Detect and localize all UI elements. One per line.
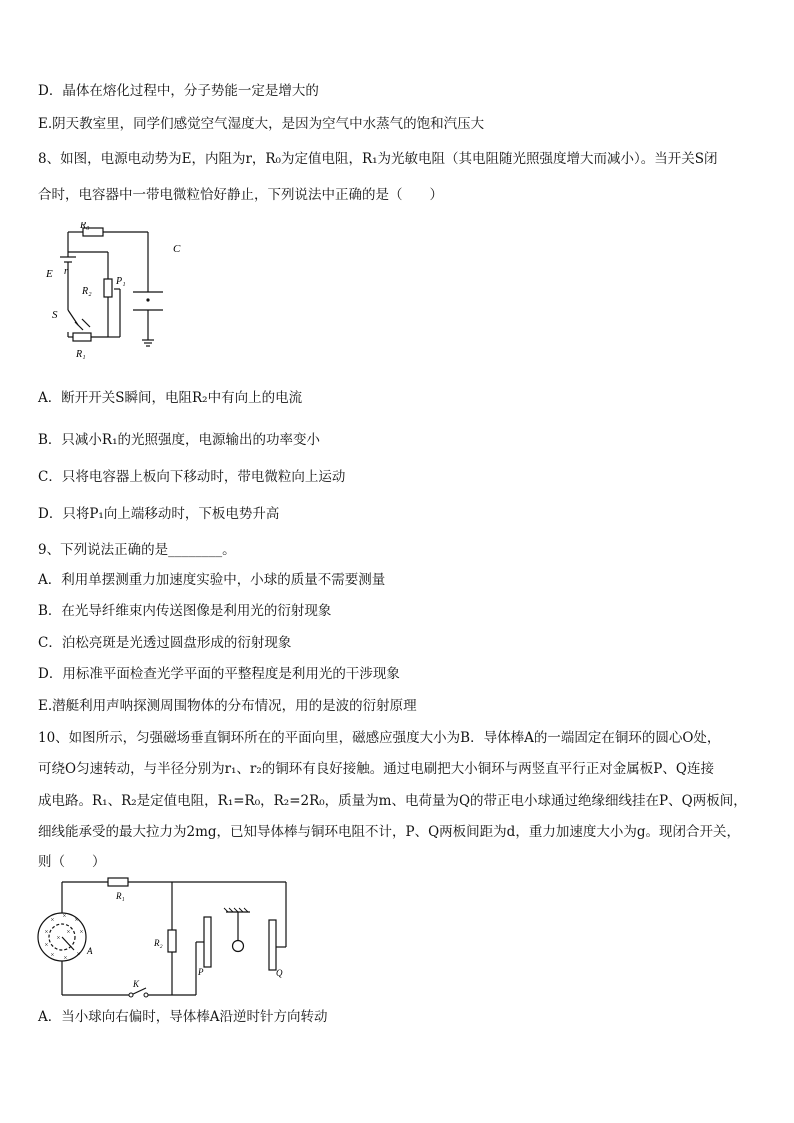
- option-9-a: A．利用单摆测重力加速度实验中，小球的质量不需要测量: [38, 572, 386, 588]
- label-R2: R₂: [82, 286, 92, 297]
- svg-text:×: ×: [66, 928, 71, 936]
- svg-text:×: ×: [50, 951, 55, 959]
- svg-text:×: ×: [44, 941, 49, 949]
- label-r: r: [64, 266, 68, 277]
- option-8-d: D．只将P₁向上端移动时，下板电势升高: [38, 506, 280, 522]
- svg-text:×: ×: [63, 954, 68, 962]
- svg-text:×: ×: [76, 950, 81, 958]
- label-K: K: [133, 979, 140, 989]
- question-10-circuit-diagram: [36, 872, 301, 1002]
- option-9-d: D．用标准平面检查光学平面的平整程度是利用光的干涉现象: [38, 666, 400, 682]
- question-10-stem-3: 成电路。R₁、R₂是定值电阻，R₁=R₀，R₂=2R₀，质量为m、电荷量为Q的带正电小球通过绝缘细线挂在P、Q两板间，: [38, 793, 747, 809]
- svg-text:×: ×: [56, 934, 61, 942]
- label-A: A: [87, 946, 93, 956]
- option-8-prev-d: D．晶体在熔化过程中，分子势能一定是增大的: [38, 83, 319, 99]
- label-R1: R₁: [76, 349, 86, 360]
- option-8-a: A．断开开关S瞬间，电阻R₂中有向上的电流: [38, 390, 303, 406]
- question-8-circuit-diagram: [38, 222, 198, 367]
- option-8-b: B．只减小R₁的光照强度，电源输出的功率变小: [38, 432, 320, 448]
- label-C: C: [173, 243, 181, 255]
- label-S: S: [52, 309, 58, 321]
- label-P1: P₁: [116, 276, 126, 287]
- label-E: E: [46, 268, 53, 280]
- question-9-stem: 9、下列说法正确的是________。: [38, 542, 236, 558]
- svg-text:×: ×: [74, 916, 79, 924]
- question-10-stem-2: 可绕O匀速转动，与半径分别为r₁、r₂的铜环有良好接触。通过电刷把大小铜环与两竖直平行正对金属板P、Q连接: [38, 761, 714, 777]
- option-10-a: A．当小球向右偏时，导体棒A沿逆时针方向转动: [38, 1009, 328, 1025]
- question-8-stem-2: 合时，电容器中一带电微粒恰好静止，下列说法中正确的是（ ）: [38, 187, 443, 203]
- label-R2: R₂: [154, 938, 163, 948]
- label-R0: R₀: [80, 222, 90, 231]
- option-8-prev-e: E.阴天教室里，同学们感觉空气湿度大，是因为空气中水蒸气的饱和汽压大: [38, 116, 485, 132]
- option-9-b: B．在光导纤维束内传送图像是利用光的衍射现象: [38, 603, 332, 619]
- svg-text:×: ×: [79, 928, 84, 936]
- svg-text:×: ×: [44, 928, 49, 936]
- svg-text:×: ×: [50, 916, 55, 924]
- label-P: P: [198, 967, 204, 977]
- question-10-stem-1: 10、如图所示，匀强磁场垂直铜环所在的平面向里，磁感应强度大小为B．导体棒A的一端固定在铜环的圆心O处，: [38, 730, 721, 746]
- question-10-stem-5: 则（ ）: [38, 854, 106, 870]
- question-8-stem-1: 8、如图，电源电动势为E，内阻为r，R₀为定值电阻，R₁为光敏电阻（其电阻随光照强度增大而减小）。当开关S闭: [38, 151, 718, 167]
- option-9-e: E.潜艇利用声呐探测周围物体的分布情况，用的是波的衍射原理: [38, 698, 417, 714]
- question-10-stem-4: 细线能承受的最大拉力为2mg，已知导体棒与铜环电阻不计，P、Q两板间距为d，重力加速度大小为g。现闭合开关，: [38, 824, 740, 840]
- option-8-c: C．只将电容器上板向下移动时，带电微粒向上运动: [38, 469, 346, 485]
- label-R1: R₁: [116, 891, 125, 901]
- option-9-c: C．泊松亮斑是光透过圆盘形成的衍射现象: [38, 635, 292, 651]
- svg-text:×: ×: [62, 912, 67, 920]
- label-Q: Q: [276, 968, 283, 978]
